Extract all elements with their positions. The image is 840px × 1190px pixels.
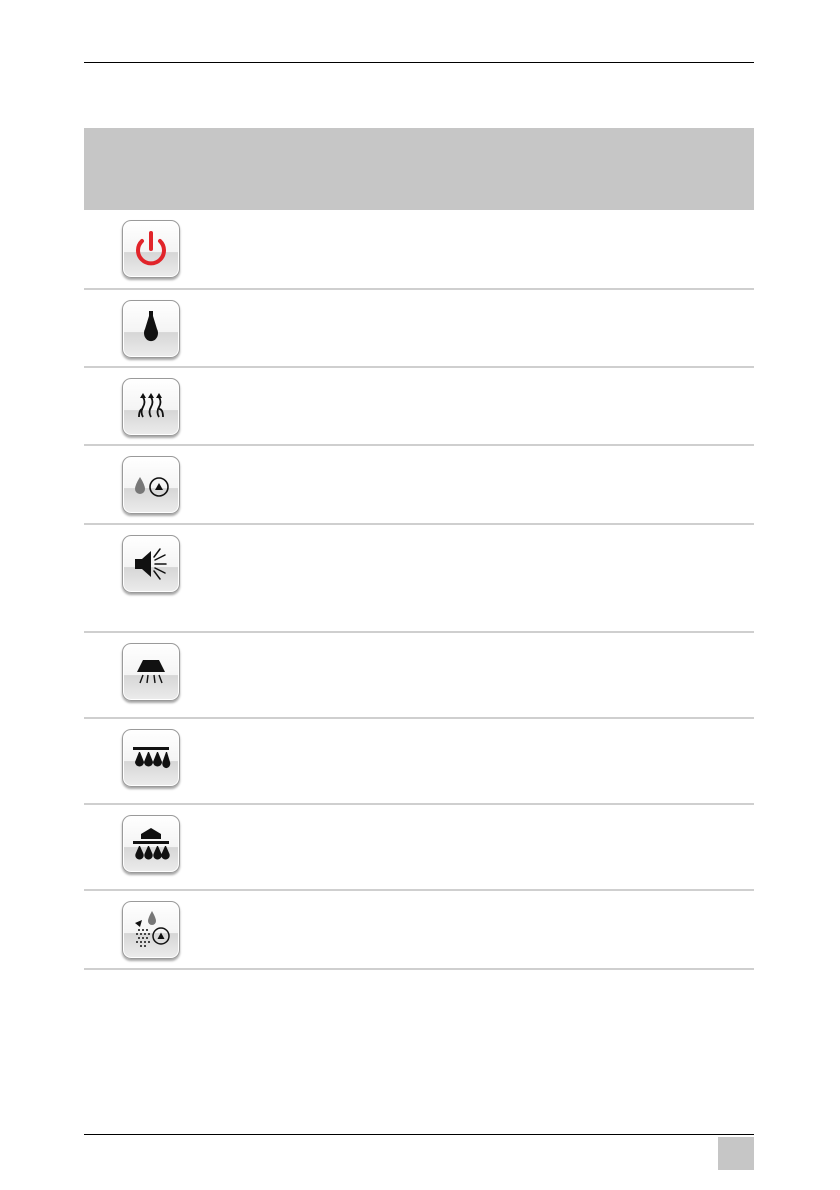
outside-lights-button[interactable] [122, 729, 180, 787]
heating-icon [123, 379, 179, 435]
table-row-extractor-light [84, 633, 754, 719]
water-pump-icon [123, 457, 179, 513]
table-row-heating [84, 368, 754, 446]
heating-button[interactable] [122, 378, 180, 436]
table-header [84, 128, 754, 210]
awning-lights-button[interactable] [122, 815, 180, 873]
table-row-water-pump [84, 446, 754, 525]
table-row-outside-lights [84, 719, 754, 805]
extractor-light-button[interactable] [122, 643, 180, 701]
table-row-buzzer [84, 525, 754, 633]
buzzer-button[interactable] [122, 535, 180, 593]
outside-lights-icon [123, 730, 179, 786]
light-bulb-icon [123, 301, 179, 357]
shower-pump-button[interactable] [122, 901, 180, 959]
power-icon [123, 221, 179, 277]
table-row-light [84, 290, 754, 368]
awning-lights-icon [123, 816, 179, 872]
buzzer-speaker-icon [123, 536, 179, 592]
shower-pump-icon [123, 902, 179, 958]
extractor-hood-light-icon [123, 644, 179, 700]
bottom-rule [84, 1134, 754, 1135]
table-row-awning-lights [84, 805, 754, 891]
top-rule [84, 62, 754, 63]
page-number-box [718, 1137, 754, 1170]
power-button[interactable] [122, 220, 180, 278]
table-row-power [84, 210, 754, 290]
table-row-shower-pump [84, 891, 754, 970]
symbol-table [84, 128, 754, 970]
water-pump-button[interactable] [122, 456, 180, 514]
light-button[interactable] [122, 300, 180, 358]
